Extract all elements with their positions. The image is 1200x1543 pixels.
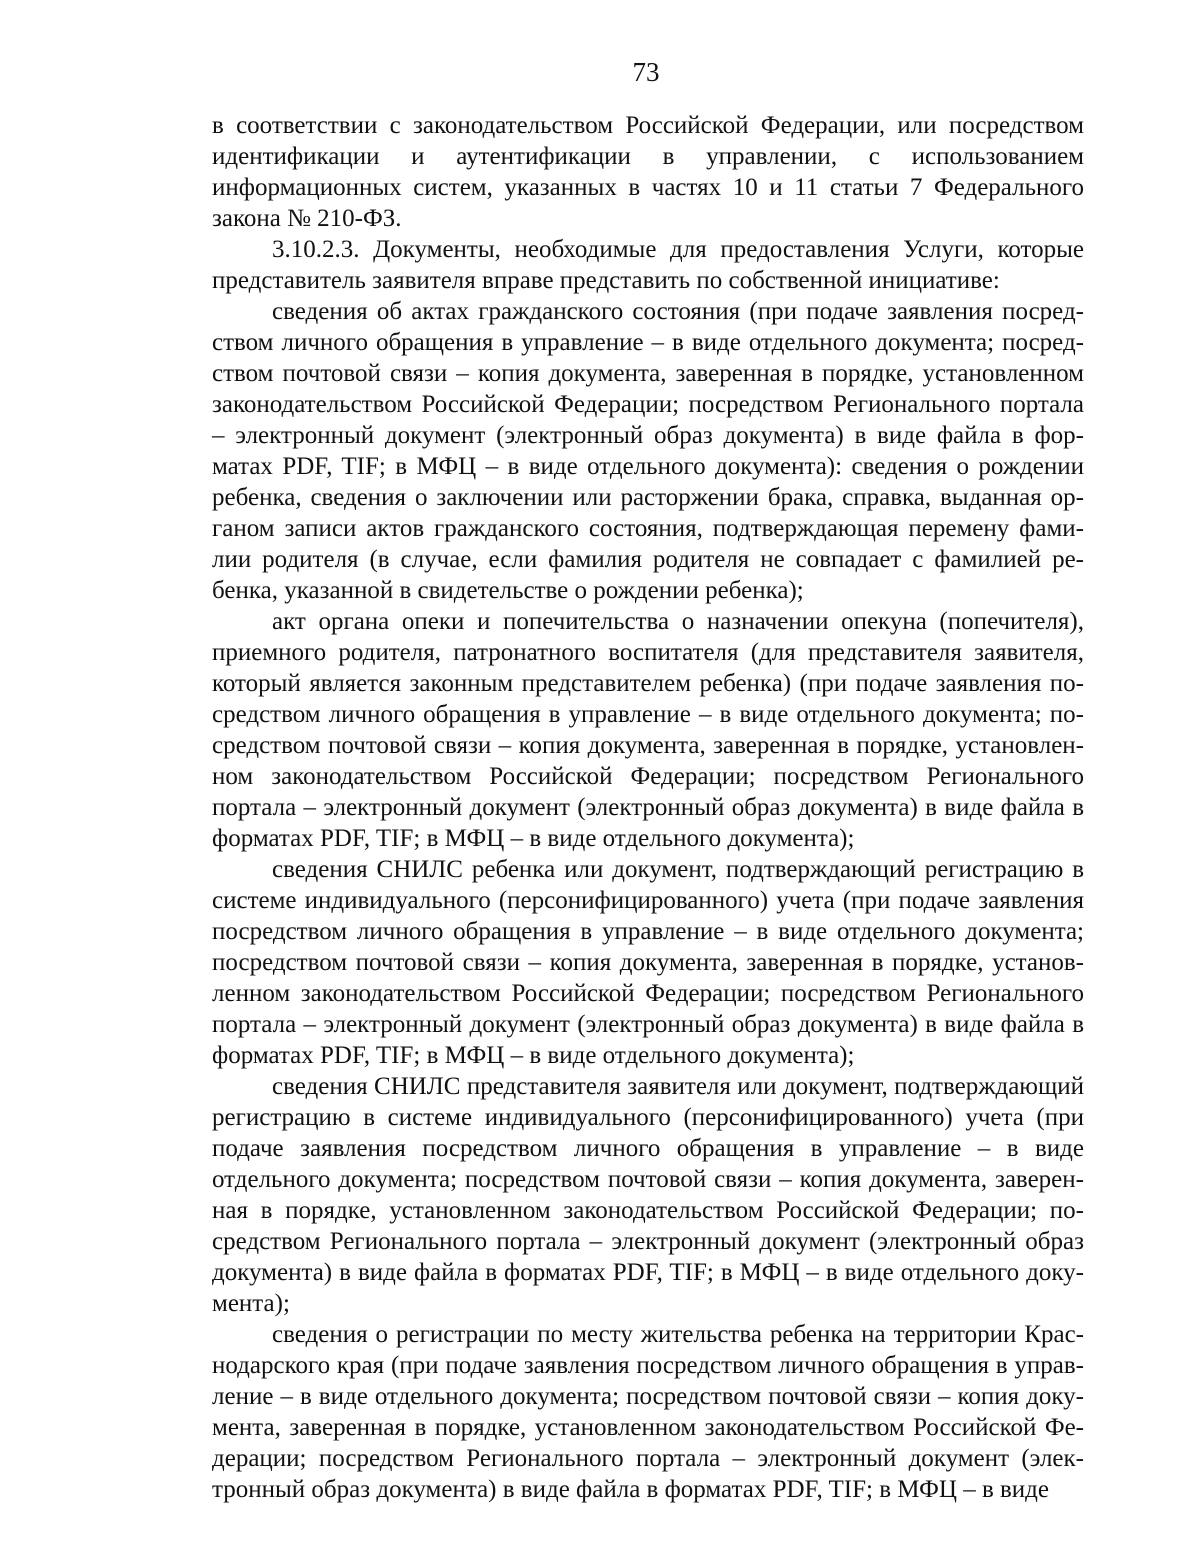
paragraph-civil-status-records: сведения об актах гражданского состояния (при подаче заявления посредством личного обращения в управление – в виде отдельного документа; посредством почтовой связи – копия документа, заверенная в порядке, установленном законодательством Российской Федерации; посредством Регионального портала – электронный документ (электронный образ документа) в виде файла в форматах PDF, TIF; в МФЦ – в виде отдельного документа): сведения о рождении ребенка, сведения о заключении или расторжении брака, справка, выданная органом записи актов гражданского состояния, подтверждающая перемену фамилии родителя (в случае, если фамилия родителя не совпадает с фамилией ребенка, указанной в свидетельстве о рождении ребенка); — [212, 298, 1084, 604]
paragraph-continuation: в соответствии с законодательством Российской Федерации, или посредством идентификации и аутентификации в управлении, с использованием информационных систем, указанных в частях 10 и 11 статьи 7 Федерального закона № 210-ФЗ. — [212, 112, 1084, 232]
paragraph-child-residence-registration: сведения о регистрации по месту жительства ребенка на территории Краснодарского края (при подаче заявления посредством личного обращения в управление – в виде отдельного документа; посредством почтовой связи – копия документа, заверенная в порядке, установленном законодательством Российской Федерации; посредством Регионального портала – электронный документ (электронный образ документа) в виде файла в форматах PDF, TIF; в МФЦ – в виде — [212, 1321, 1084, 1503]
paragraph-guardianship-act: акт органа опеки и попечительства о назначении опекуна (попечителя), приемного родителя, патронатного воспитателя (для представителя заявителя, который является законным представителем ребенка) (при подаче заявления посредством личного обращения в управление – в виде отдельного документа; посредством почтовой связи – копия документа, заверенная в порядке, установленном законодательством Российской Федерации; посредством Регионального портала – электронный документ (электронный образ документа) в виде файла в форматах PDF, TIF; в МФЦ – в виде отдельного документа); — [212, 608, 1084, 852]
paragraph-section-3-10-2-3: 3.10.2.3. Документы, необходимые для предоставления Услуги, которые представитель заявителя вправе представить по собственной инициативе: — [212, 236, 1084, 294]
page-number: 73 — [632, 57, 660, 87]
paragraph-representative-snils: сведения СНИЛС представителя заявителя или документ, подтверждающий регистрацию в системе индивидуального (персонифицированного) учета (при подаче заявления посредством личного обращения в управление – в виде отдельного документа; посредством почтовой связи – копия документа, заверенная в порядке, установленном законодательством Российской Федерации; посредством Регионального портала – электронный документ (электронный образ документа) в виде файла в форматах PDF, TIF; в МФЦ – в виде отдельного документа); — [212, 1073, 1084, 1317]
paragraph-child-snils: сведения СНИЛС ребенка или документ, подтверждающий регистрацию в системе индивидуального (персонифицированного) учета (при подаче заявления посредством личного обращения в управление – в виде отдельного документа; посредством почтовой связи – копия документа, заверенная в порядке, установленном законодательством Российской Федерации; посредством Регионального портала – электронный документ (электронный образ документа) в виде файла в форматах PDF, TIF; в МФЦ – в виде отдельного документа); — [212, 856, 1084, 1069]
document-body — [212, 110, 1084, 1505]
